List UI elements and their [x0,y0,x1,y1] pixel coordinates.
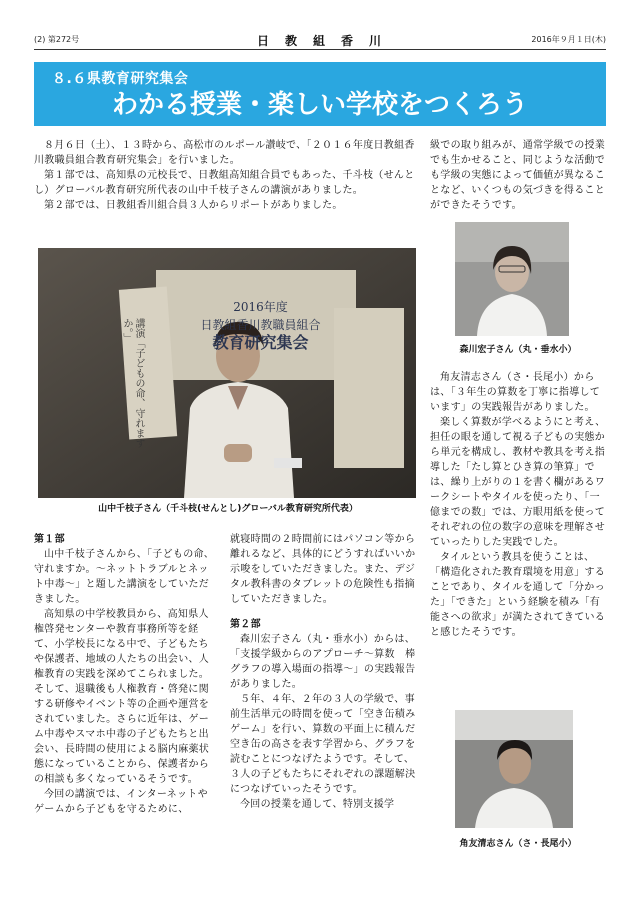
morikawa-photo [455,222,569,336]
main-photo-caption: 山中千枝子さん（千斗枝(せんとし)グローバル教育研究所代表） [98,504,358,514]
morikawa-portrait [455,222,569,336]
section-heading: 第１部 [34,534,65,545]
intro-paragraph: ８月６日（土）、１３時から、高松市のルポール讃岐で、「２０１６年度日教組香川教職員組合教育研究集会」を行いました。 [34,140,415,166]
intro-paragraph: 第２部では、日教組香川組合員３人からリポートがありました。 [44,200,343,211]
event-banner-line: 2016年度 [233,300,288,314]
kadotomo-photo [455,710,573,828]
column-paragraph: 今回の講演では、インターネットやゲームから子どもを守るために、 [34,789,208,815]
article-banner [34,62,606,126]
right-column-paragraph: 楽しく算数が学べるようにと考え、担任の眼を通して視る子どもの実態から単元を構成し、教材や教具を考え指導した「たし算とひき算の筆算」では、繰り上がりの１を書く欄があるワークシートやタイルを使ったり、「一億までの数」では、方眼用紙を使ってそれぞれの位の数字の意味を理解させていったりした実践でした。 [430,417,606,548]
banner-subtitle: ８.６県教育研究集会 [52,71,189,87]
intro-paragraph: 第１部では、高知県の元校長で、日教組高知組合員でもあった、千斗枝（せんとし）グローバル教育研究所代表の山中千枝子さんの講演がありました。 [34,170,415,196]
column-paragraph: 森川宏子さん（丸・垂水小）からは、「支援学級からのアプローチ～算数 棒グラフの導入場面の指導～」の実践報告がありました。 [230,634,416,690]
column-paragraph: 今回の授業を通して、特別支援学 [240,799,395,810]
column-paragraph: 高知県の中学校教員から、高知県人権啓発センターや教育事務所等を経て、小学校長になる中で、子どもたちや保護者、地域の人たちの出会い、人権教育の実践を深めてこられました。そして、退職後も人権教育・啓発に関する研修やイベント等の企画や運営をされていました。さらに近年は、ゲーム中毒やスマホ中毒の子どもたちと出会い、長時間の使用による脳内麻薬状態になっていることから、保護者からの相談も多くなっているそうです。 [34,609,210,785]
right-column-mid [430,370,606,640]
issue-number: (2) 第272号 [34,35,80,44]
column-part2 [230,532,418,812]
morikawa-caption: 森川宏子さん（丸・垂水小） [459,345,577,355]
lecture-photo-image [38,248,416,498]
lecture-photo [38,248,416,498]
header-rule [34,49,606,50]
column-part1 [34,532,218,817]
event-banner-line: 日教組香川教職員組合 [200,318,321,332]
side-banner-text: 講演「子どもの命、守れますか。」 [121,318,144,448]
column-paragraph: ５年、４年、２年の３人の学級で、事前生活単元の時間を使って「空き缶積みゲーム」を行い、算数の平面上に積んだ空き缶の高さを表す学習から、グラフを読むことにつなげたようです。そして、３人の子どもたちにそれぞれの課題解決につなげていったそうです。 [230,694,416,795]
kadotomo-caption: 角友清志さん（さ・長尾小） [459,839,577,849]
right-column-paragraph: 角友清志さん（さ・長尾小）からは、「３年生の算数を丁寧に指導しています」の実践報告がありました。 [430,372,601,413]
column-paragraph: 就寝時間の２時間前にはパソコン等から離れるなど、具体的にどうすればいいか示唆をしていただきました。また、デジタル教科書のタブレットの危険性も指摘していただきました。 [230,534,416,605]
newspaper-name: 日 教 組 香 川 [256,34,383,48]
article-title: わかる授業・楽しい学校をつくろう [111,90,528,120]
section-heading: 第２部 [230,619,261,630]
right-column-top [430,138,606,213]
right-column-text: 級での取り組みが、通常学級での授業でも生かせること、同じような活動でも学級の実態によって価値が異なることなど、いくつもの気づきを得ることができたそうです。 [430,140,606,211]
kadotomo-portrait [455,710,573,828]
event-banner-line: 教育研究集会 [212,333,309,352]
issue-date: 2016年９月１日(木) [531,35,606,44]
intro-block [34,138,418,213]
right-column-paragraph: タイルという教具を使うことは、「構造化された教育環境を用意」することであり、タイルを通して「分かった」「できた」という経験を積み「有能さへの欲求」が満たされてきていると感じたそうです。 [430,552,606,638]
column-paragraph: 山中千枝子さんから、「子どもの命、守れますか。～ネットトラブルとネット中毒～」と題した講演をしていただきました。 [34,549,215,605]
event-banner-text [163,298,358,352]
